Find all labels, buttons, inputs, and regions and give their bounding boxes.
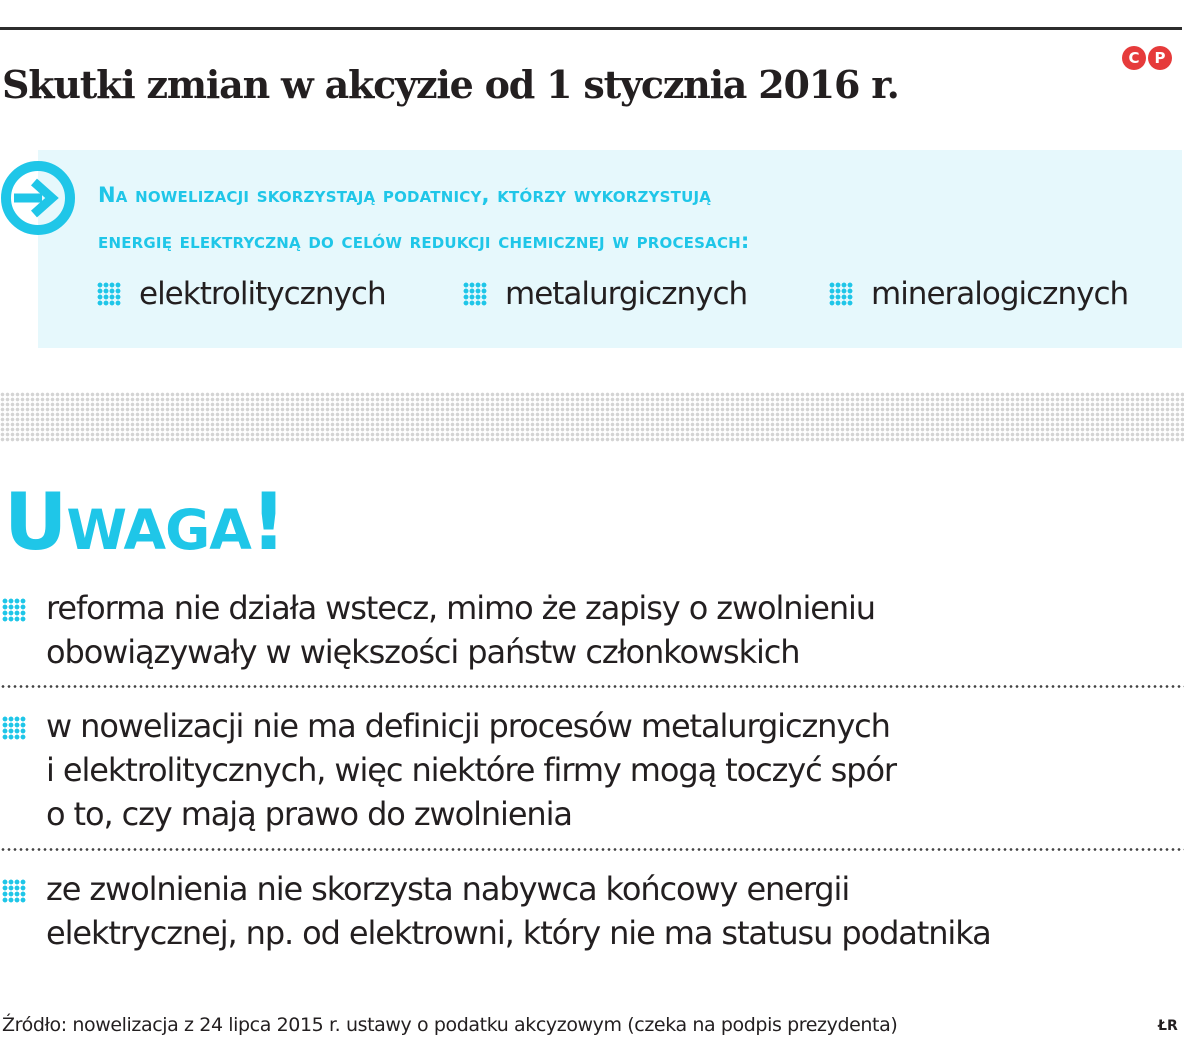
process-label: mineralogicznych bbox=[871, 276, 1129, 312]
warning-heading: Uwaga! bbox=[4, 478, 286, 568]
author-initials: ŁR bbox=[1158, 1018, 1178, 1034]
warning-item-text: reforma nie działa wstecz, mimo że zapisy o zwolnieniu obowiązywały w większości państw członkowskich bbox=[46, 589, 875, 671]
warning-item bbox=[0, 867, 1184, 955]
process-label: elektrolitycznych bbox=[139, 276, 386, 312]
dotted-divider-band bbox=[0, 392, 1184, 442]
dot-grid-icon bbox=[829, 282, 853, 306]
dot-grid-icon bbox=[463, 282, 487, 306]
page-title: Skutki zmian w akcyzie od 1 stycznia 2016 r. bbox=[2, 62, 899, 107]
dotted-separator bbox=[0, 685, 1184, 688]
source-note: Źródło: nowelizacja z 24 lipca 2015 r. ustawy o podatku akcyzowym (czeka na podpis prezydenta) bbox=[2, 1014, 898, 1036]
arrow-right-icon bbox=[0, 160, 76, 236]
dot-grid-icon bbox=[97, 282, 121, 306]
info-box-heading-line1: Na nowelizacji skorzystają podatnicy, którzy wykorzystują bbox=[98, 183, 712, 207]
dot-grid-icon bbox=[2, 879, 26, 903]
logo-p: P bbox=[1148, 46, 1172, 70]
process-label: metalurgicznych bbox=[505, 276, 748, 312]
warning-item bbox=[0, 586, 1184, 674]
warning-item bbox=[0, 704, 1184, 836]
dotted-separator bbox=[0, 848, 1184, 851]
publisher-logo bbox=[1122, 46, 1172, 70]
top-rule bbox=[0, 27, 1182, 30]
process-item bbox=[463, 276, 747, 312]
warning-item-text: ze zwolnienia nie skorzysta nabywca końcowy energii elektrycznej, np. od elektrowni, który nie ma statusu podatnika bbox=[46, 870, 991, 952]
info-box-heading bbox=[98, 172, 750, 264]
process-item bbox=[829, 276, 1128, 312]
dot-grid-icon bbox=[2, 716, 26, 740]
warning-item-text: w nowelizacji nie ma definicji procesów metalurgicznych i elektrolitycznych, więc niektóre firmy mogą toczyć spór o to, czy mają prawo do zwolnienia bbox=[46, 707, 896, 833]
dot-grid-icon bbox=[2, 598, 26, 622]
info-box-heading-line2: energię elektryczną do celów redukcji chemicznej w procesach: bbox=[98, 229, 750, 253]
logo-c: C bbox=[1122, 46, 1146, 70]
process-item bbox=[97, 276, 386, 312]
